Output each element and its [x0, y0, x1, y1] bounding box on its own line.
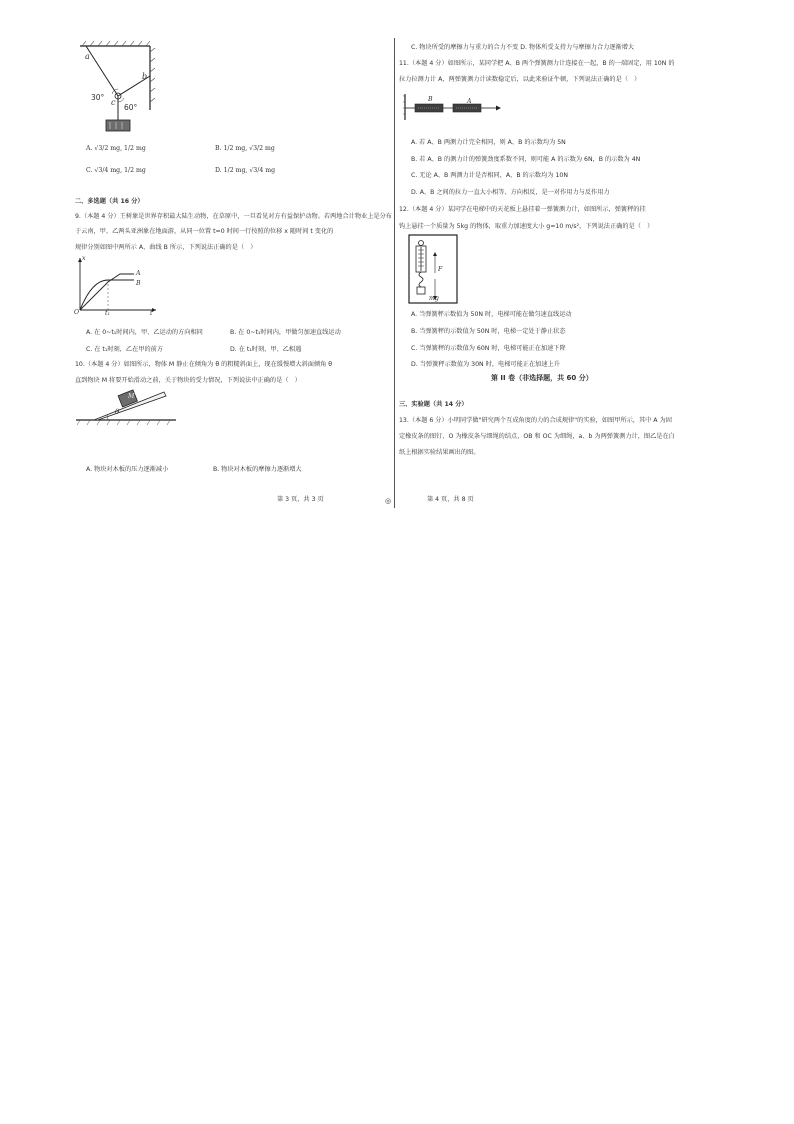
q8-option-b: B. 1/2 mg, √3/2 mg — [215, 145, 275, 152]
q10-option-b: B. 物块对木板的摩擦力逐渐增大 — [213, 466, 302, 473]
q8-option-c: C. √3/4 mg, 1/2 mg — [86, 167, 146, 174]
q8-option-a: A. √3/2 mg, 1/2 mg — [86, 145, 146, 152]
figure-spring-scales — [403, 92, 503, 124]
graph-label-b: B — [136, 280, 141, 287]
q9-line-1: 9.（本题 4 分）王树象是世界存积最大陆生动物，在草原中，一旦看见对方有益保护动物。若两地合计物业上是分布 — [75, 213, 392, 220]
fig1-label-b: b — [142, 72, 148, 81]
q11-option-d: D. A、B 之间的拉力一直大小相等、方向相反，是一对作用力与反作用力 — [411, 189, 610, 196]
right-page-footer: 第 4 页，共 8 页 — [427, 496, 474, 503]
q13-line-3: 纸上根据实验结果画出的图。 — [399, 449, 480, 456]
q9-option-a: A. 在 0~t₁时间内，甲、乙运动的方向相同 — [86, 329, 203, 336]
q9-option-b: B. 在 0~t₁时间内，甲做匀加速直线运动 — [230, 329, 341, 336]
graph-label-o: O — [74, 309, 80, 316]
q13-line-1: 13.（本题 6 分）小明同学做"研究两个互成角度的力的合成规律"的实验，如图甲所示，其中 A 为固 — [399, 417, 672, 424]
q11-option-a: A. 若 A、B 两测力计完全相同，则 A、B 的示数均为 5N — [411, 139, 566, 146]
fig5-label-f: F — [438, 266, 443, 273]
q9-line-3: 规律分别如图中两所示 A、曲线 B 所示，下列说法正确的是（ ） — [75, 244, 257, 251]
q12-line-1: 12.（本题 4 分）某同学在电梯中的天花板上悬挂着一弹簧测力计，如图所示，弹簧秤的挂 — [399, 206, 646, 213]
q12-option-b: B. 当弹簧秤的示数值为 50N 时，电梯一定处于静止状态 — [411, 328, 566, 335]
fig5-label-mg: mg — [429, 295, 439, 302]
q10-options-cd: C. 物块所受的摩擦力与重力的合力不变 D. 物体所受支持力与摩擦力合力逐渐增大 — [411, 44, 635, 51]
q11-line-2: 拉力拉测力计 A，两弹簧测力计读数稳定后，以此来验证牛顿，下列说法正确的是（ ） — [399, 76, 641, 83]
left-page-footer: 第 3 页，共 3 页 — [277, 496, 324, 503]
figure-block-on-incline — [72, 388, 182, 428]
q9-line-2: 于云南，甲、乙两头亚洲象在地面游，从同一位置 t=0 时间一行按照的位移 x 随时间 t 变化的 — [75, 228, 334, 235]
graph-label-x: x — [82, 255, 86, 262]
q10-line-2: 直到物块 M 将要开始滑动之前，关于物块的受力情况，下列说法中正确的是（ ） — [75, 377, 301, 384]
part-2-title: 第 II 卷（非选择题，共 60 分） — [491, 374, 593, 382]
graph-label-t: t — [150, 310, 153, 317]
q8-option-d: D. 1/2 mg, √3/4 mg — [215, 167, 276, 174]
q11-option-c: C. 无论 A、B 两测力计是否相同，A、B 的示数均为 10N — [411, 172, 568, 179]
q10-option-a: A. 物块对木板的压力逐渐减小 — [86, 466, 169, 473]
fig1-angle-60: 60° — [124, 103, 138, 112]
q12-option-a: A. 当弹簧秤示数值为 50N 时，电梯可能在做匀速直线运动 — [411, 311, 572, 318]
q10-line-1: 10.（本题 4 分）如图所示，物体 M 静止在倾角为 θ 的粗糙斜面上，现在缓慢增大斜面倾角 θ — [75, 361, 333, 368]
fig3-label-theta: θ — [115, 408, 120, 416]
q11-line-1: 11.（本题 4 分）如图所示，某同学把 A、B 两个弹簧测力计连接在一起，B 的一端固定，用 10N 的 — [399, 60, 675, 67]
q9-option-d: D. 在 t₁时刻，甲、乙相遇 — [230, 346, 302, 353]
graph-label-t1: t₁ — [105, 310, 110, 317]
column-divider — [394, 38, 395, 508]
fig3-label-m: M — [128, 393, 135, 400]
section-heading-experiment: 三、实验题（共 14 分） — [399, 401, 468, 408]
fig1-angle-30: 30° — [91, 93, 105, 102]
binding-dot: ◎ — [385, 497, 392, 505]
fig1-label-c: c — [111, 98, 116, 107]
fig4-label-b: B — [428, 96, 433, 103]
figure-xt-graph — [72, 254, 162, 316]
section-heading-multi-choice: 二、多选题（共 16 分） — [75, 198, 144, 205]
q9-option-c: C. 在 t₁时刻，乙在甲的前方 — [86, 346, 164, 353]
q12-option-c: C. 当弹簧秤的示数值为 60N 时，电梯可能正在加速下降 — [411, 345, 566, 352]
q12-line-2: 钩上悬挂一个质量为 5kg 的物体，取重力加速度大小 g=10 m/s²，下列说法正确的是（ ） — [399, 223, 654, 230]
q11-option-b: B. 若 A、B 的测力计的弹簧劲度系数不同，则可能 A 的示数为 6N，B 的示数为 4N — [411, 156, 641, 163]
q12-option-d: D. 当弹簧秤示数值为 30N 时，电梯可能正在加速上升 — [411, 361, 560, 368]
fig4-label-a: A — [467, 98, 472, 105]
graph-label-a: A — [136, 270, 141, 277]
fig1-label-a: a — [85, 52, 90, 61]
q13-line-2: 定橡皮条的图钉，O 为橡皮条与细绳的结点，OB 和 OC 为细绳，a、b 为两弹簧测力计，图乙是在白 — [399, 433, 675, 440]
